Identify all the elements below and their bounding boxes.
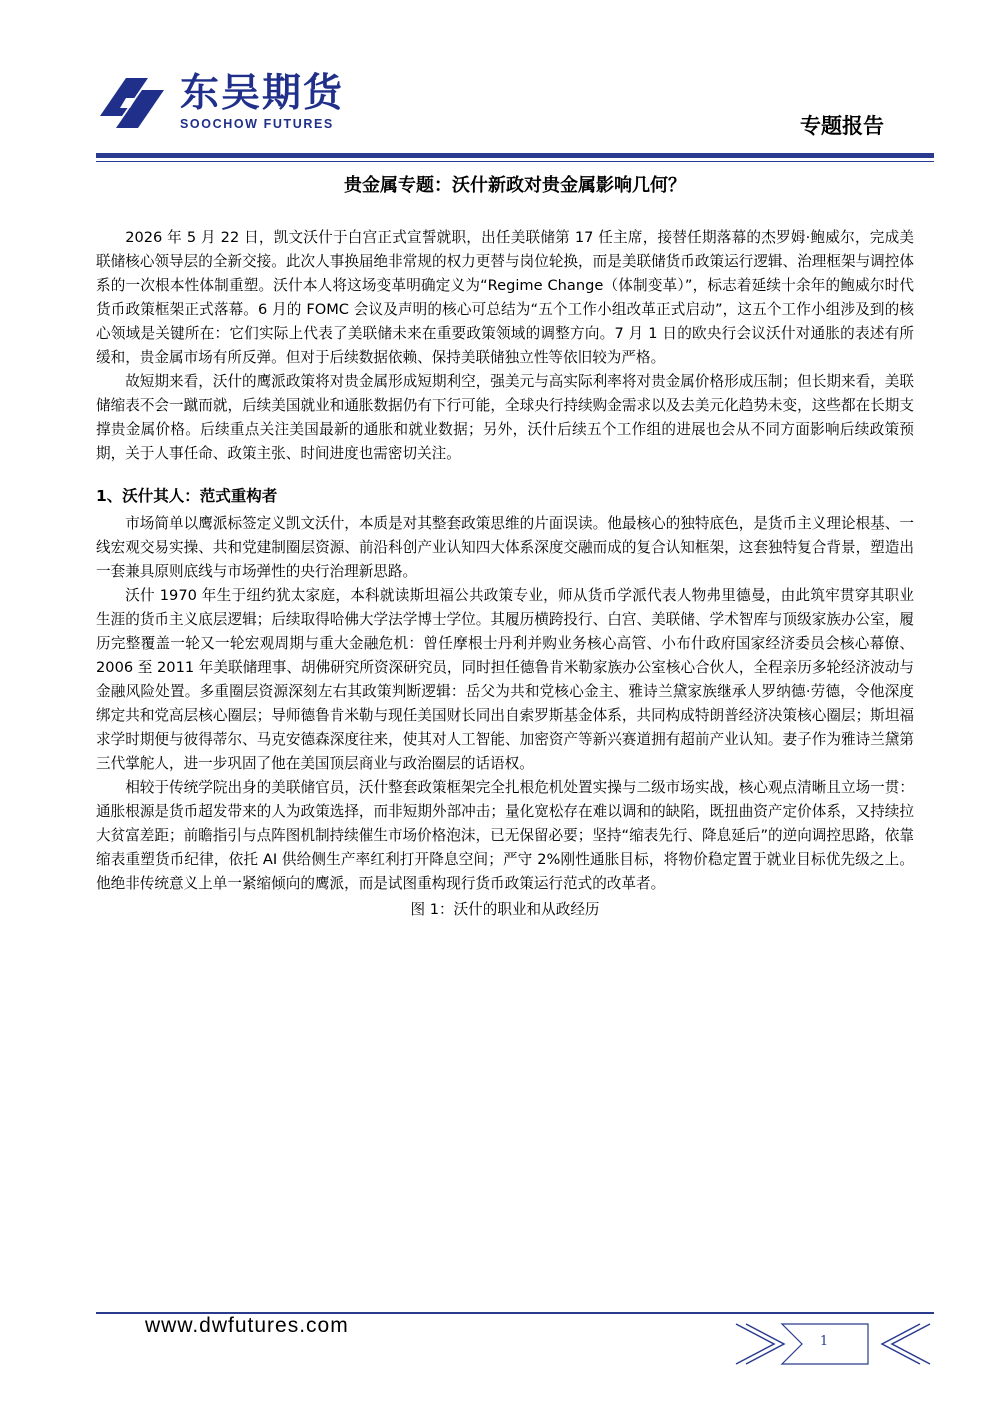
soochow-logo-icon [96, 72, 168, 134]
page-footer [0, 1300, 992, 1403]
header-divider-thin [96, 161, 934, 162]
footer-website-link[interactable]: www.dwfutures.com [145, 1314, 349, 1337]
intro-paragraph: 2026 年 5 月 22 日，凯文沃什于白宫正式宣誓就职，出任美联储第 17 任主席，接替任期落幕的杰罗姆·鲍威尔，完成美联储核心领导层的全新交接。此次人事换届绝非常规的权力更替与岗位轮换，而是美联储货币政策运行逻辑、治理框架与调控体系的一次根本性体制重塑。沃什本人将这场变革明确定义为“Regime Change（体制变革）”，标志着延续十余年的鲍威尔时代货币政策框架正式落幕。6 月的 FOMC 会议及声明的核心可总结为“五个工作小组改革正式启动”，这五个工作小组涉及到的核心领域是关键所在：它们实际上代表了美联储未来在重要政策领域的调整方向。7 月 1 日的欧央行会议沃什对通胀的表述有所缓和，贵金属市场有所反弹。但对于后续数据依赖、保持美联储独立性等依旧较为严格。 [96, 229, 914, 366]
body-paragraph: 相较于传统学院出身的美联储官员，沃什整套政策框架完全扎根危机处置实操与二级市场实战，核心观点清晰且立场一贯：通胀根源是货币超发带来的人为政策选择，而非短期外部冲击；量化宽松存在难以调和的缺陷，既扭曲资产定价体系，又持续拉大贫富差距；前瞻指引与点阵图机制持续催生市场价格泡沫，已无保留必要；坚持“缩表先行、降息延后”的逆向调控思路，依靠缩表重塑货币纪律，依托 AI 供给侧生产率红利打开降息空间；严守 2%刚性通胀目标，将物价稳定置于就业目标优先级之上。他绝非传统意义上单一紧缩倾向的鹰派，而是试图重构现行货币政策运行范式的改革者。 [96, 779, 914, 892]
page-number: 1 [819, 1334, 829, 1349]
page-header [0, 0, 992, 170]
body-paragraph: 沃什 1970 年生于纽约犹太家庭，本科就读斯坦福公共政策专业，师从货币学派代表人物弗里德曼，由此筑牢贯穿其职业生涯的货币主义底层逻辑；后续取得哈佛大学法学博士学位。其履历横跨投行、白宫、美联储、学术智库与顶级家族办公室，履历完整覆盖一轮又一轮宏观周期与重大金融危机：曾任摩根士丹利并购业务核心高管、小布什政府国家经济委员会核心幕僚、2006 至 2011 年美联储理事、胡佛研究所资深研究员，同时担任德鲁肯米勒家族办公室核心合伙人，全程亲历多轮经济波动与金融风险处置。多重圈层资源深刻左右其政策判断逻辑：岳父为共和党核心金主、雅诗兰黛家族继承人罗纳德·劳德，令他深度绑定共和党高层核心圈层；导师德鲁肯米勒与现任美国财长同出自索罗斯基金体系，共同构成特朗普经济决策核心圈层；斯坦福求学时期便与彼得蒂尔、马克安德森深度往来，使其对人工智能、加密资产等新兴赛道拥有超前产业认知。妻子作为雅诗兰黛第三代掌舵人，进一步巩固了他在美国顶层商业与政治圈层的话语权。 [96, 587, 914, 772]
report-type-label: 专题报告 [800, 114, 884, 138]
header-divider-thick [96, 153, 934, 158]
intro-paragraph: 故短期来看，沃什的鹰派政策将对贵金属形成短期利空，强美元与高实际利率将对贵金属价格形成压制；但长期来看，美联储缩表不会一蹴而就，后续美国就业和通胀数据仍有下行可能，全球央行持续购金需求以及去美元化趋势未变，这些都在长期支撑贵金属价格。后续重点关注美国最新的通胀和就业数据；另外，沃什后续五个工作组的进展也会从不同方面影响后续政策预期，关于人事任命、政策主张、时间进度也需密切关注。 [96, 373, 914, 462]
document-title: 贵金属专题：沃什新政对贵金属影响几何？ [344, 175, 686, 196]
document-body [96, 226, 914, 922]
figure-caption: 图 1：沃什的职业和从政经历 [410, 901, 600, 918]
company-name-en: SOOCHOW FUTURES [180, 117, 334, 131]
body-paragraph: 市场简单以鹰派标签定义凯文沃什，本质是对其整套政策思维的片面误读。他最核心的独特底色，是货币主义理论根基、一线宏观交易实操、共和党建制圈层资源、前沿科创产业认知四大体系深度交融而成的复合认知框架，这套独特复合背景，塑造出一套兼具原则底线与市场弹性的央行治理新思路。 [96, 515, 914, 580]
company-name-cn: 东吴期货 [180, 71, 345, 116]
section-heading: 1、沃什其人：范式重构者 [96, 487, 278, 505]
